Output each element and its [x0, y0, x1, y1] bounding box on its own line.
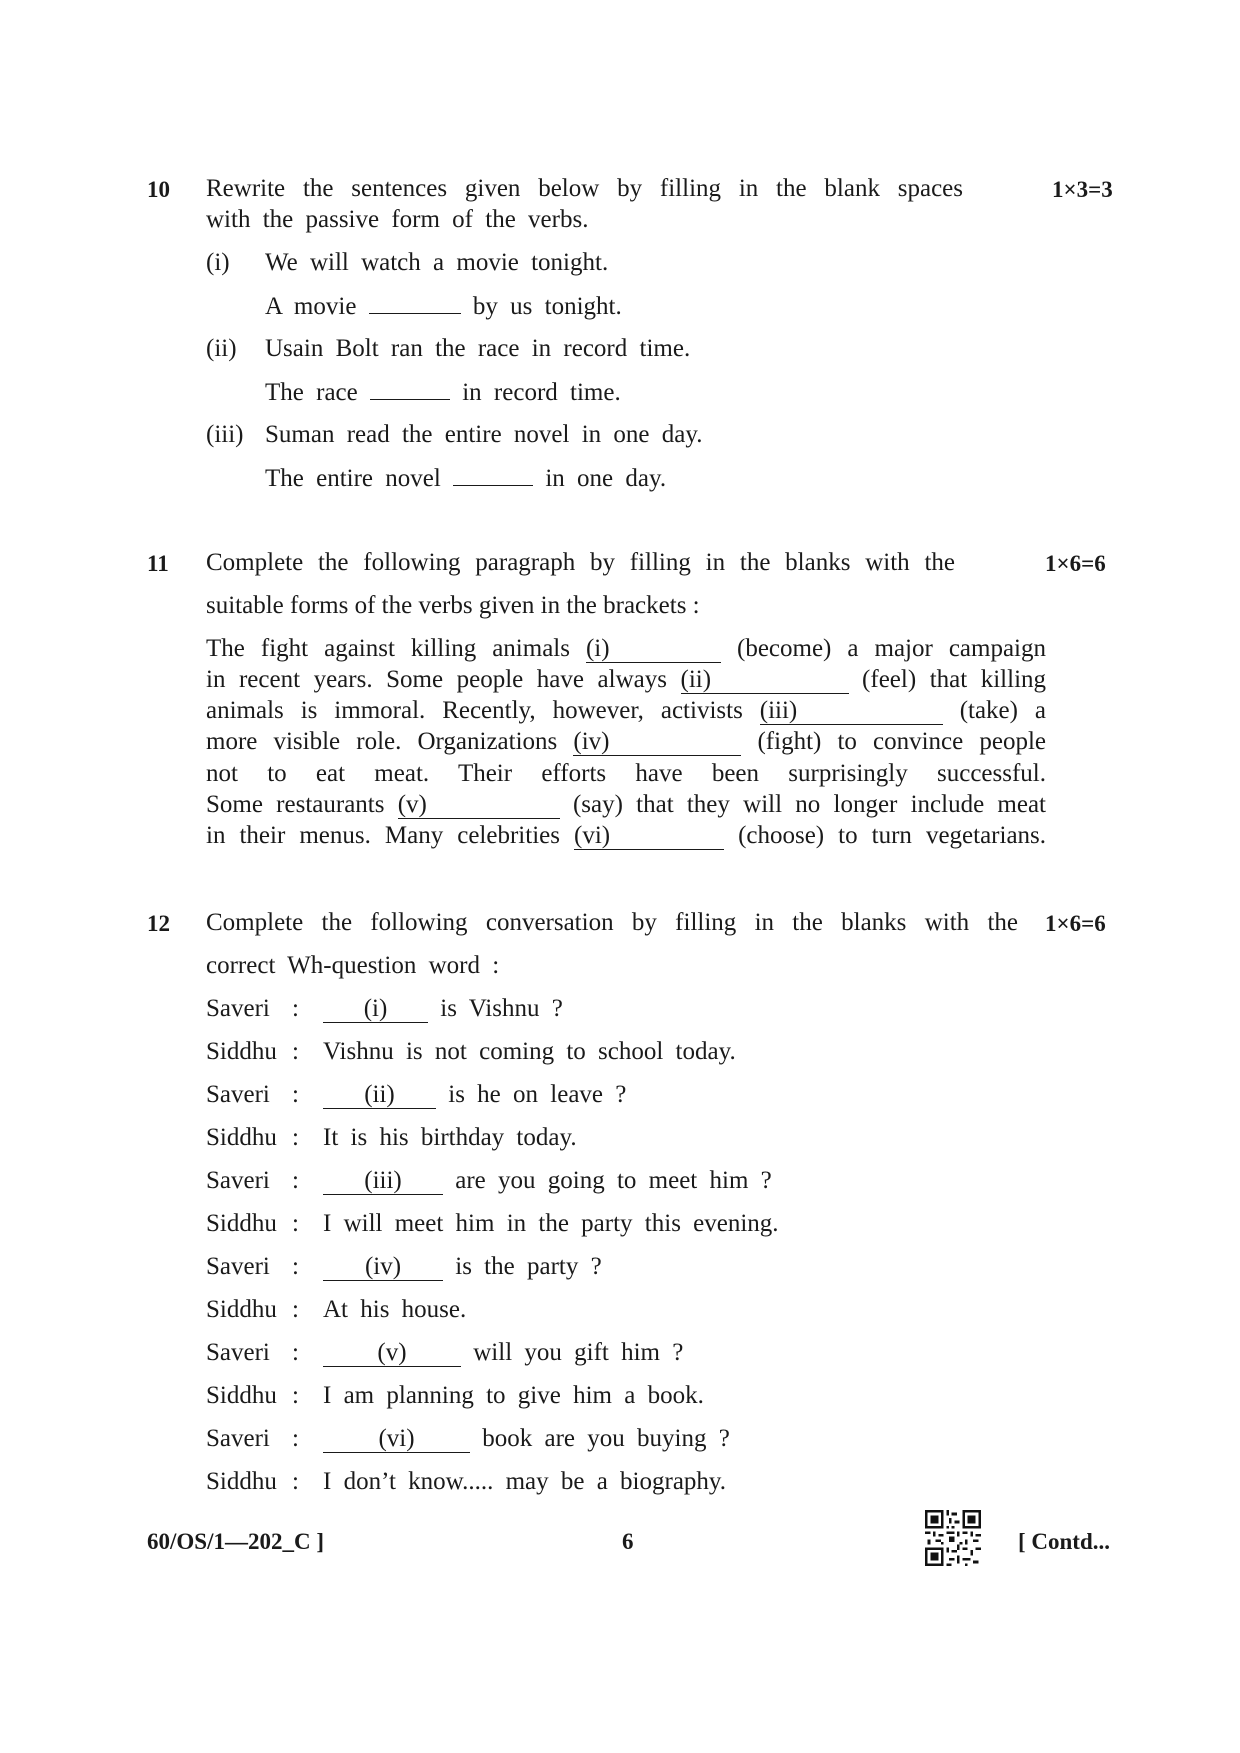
- dialogue-text: I am planning to give him a book.: [323, 1382, 704, 1409]
- dialogue-speaker: Siddhu: [206, 1038, 277, 1065]
- q11-paragraph-line: [206, 729, 1046, 756]
- continued-label: [ Contd...: [1018, 1529, 1111, 1554]
- dialogue-colon: :: [292, 1382, 299, 1409]
- dialogue-colon: :: [292, 995, 299, 1022]
- dialogue-colon: :: [292, 1210, 299, 1237]
- dialogue-text: is Vishnu ?: [440, 995, 563, 1022]
- dialogue-text: are you going to meet him ?: [455, 1167, 772, 1194]
- dialogue-colon: :: [292, 1253, 299, 1280]
- q10-marks: 1×3=3: [1052, 177, 1113, 202]
- paragraph-text: (say) that they will no longer include meat: [572, 791, 1046, 818]
- q11-instruction-line1: Complete the following paragraph by filling in the blanks with the: [206, 549, 955, 576]
- answer-blank[interactable]: [370, 379, 450, 400]
- page-number: 6: [622, 1529, 634, 1554]
- dialogue-text: is he on leave ?: [448, 1081, 627, 1108]
- dialogue-speaker: Siddhu: [206, 1468, 277, 1495]
- wh-blank[interactable]: (iii): [323, 1168, 443, 1195]
- paragraph-text: more visible role. Organizations: [206, 728, 558, 755]
- dialogue-text: book are you buying ?: [482, 1425, 730, 1452]
- paragraph-blank[interactable]: (ii): [681, 667, 849, 694]
- q11-paragraph-line: [206, 823, 1046, 850]
- wh-blank[interactable]: (iv): [323, 1254, 443, 1281]
- paragraph-blank[interactable]: (iii): [760, 698, 943, 725]
- dialogue-speaker: Saveri: [206, 995, 270, 1022]
- dialogue-colon: :: [292, 1167, 299, 1194]
- q10-item-sentence: Suman read the entire novel in one day.: [265, 421, 703, 448]
- paragraph-text: (fight) to convince people: [757, 728, 1046, 755]
- dialogue-colon: :: [292, 1425, 299, 1452]
- dialogue-speaker: Siddhu: [206, 1124, 277, 1151]
- paragraph-text: (take) a: [959, 697, 1047, 724]
- dialogue-line: [323, 1340, 683, 1367]
- q10-item-rewrite: [265, 465, 666, 491]
- paragraph-text: (feel) that killing: [862, 666, 1047, 693]
- dialogue-line: [323, 1082, 626, 1109]
- paragraph-blank[interactable]: (v): [398, 792, 560, 819]
- q12-instruction-line2: correct Wh-question word :: [206, 952, 500, 979]
- q11-paragraph-line: [206, 667, 1046, 694]
- rewrite-before: The entire novel: [265, 465, 441, 492]
- q11-instruction-line2: suitable forms of the verbs given in the brackets :: [206, 592, 700, 619]
- q11-paragraph-line: not to eat meat. Their efforts have been surprisingly successful.: [206, 760, 1046, 787]
- dialogue-speaker: Siddhu: [206, 1296, 277, 1323]
- dialogue-colon: :: [292, 1124, 299, 1151]
- paragraph-blank[interactable]: (vi): [574, 823, 724, 850]
- rewrite-before: The race: [265, 379, 358, 406]
- answer-blank[interactable]: [453, 465, 533, 486]
- wh-blank[interactable]: (vi): [323, 1426, 470, 1453]
- wh-blank[interactable]: (v): [323, 1340, 461, 1367]
- dialogue-speaker: Saveri: [206, 1167, 270, 1194]
- dialogue-text: will you gift him ?: [473, 1339, 684, 1366]
- paragraph-text: (choose) to turn vegetarians.: [738, 822, 1047, 849]
- paragraph-text: in their menus. Many celebrities: [206, 822, 560, 849]
- dialogue-colon: :: [292, 1038, 299, 1065]
- dialogue-text: I don’t know..... may be a biography.: [323, 1468, 727, 1495]
- dialogue-text: It is his birthday today.: [323, 1124, 577, 1151]
- paragraph-blank[interactable]: (iv): [573, 729, 741, 756]
- q12-marks: 1×6=6: [1045, 911, 1106, 936]
- dialogue-text: is the party ?: [455, 1253, 602, 1280]
- q10-item-label: (ii): [206, 335, 237, 362]
- dialogue-colon: :: [292, 1468, 299, 1495]
- q10-number: 10: [147, 177, 170, 202]
- dialogue-speaker: Saveri: [206, 1081, 270, 1108]
- dialogue-line: [323, 1254, 602, 1281]
- q10-item-label: (i): [206, 249, 230, 276]
- q11-paragraph-line: [206, 792, 1046, 819]
- dialogue-speaker: Saveri: [206, 1339, 270, 1366]
- dialogue-line: [323, 1426, 730, 1453]
- q11-paragraph-line: [206, 698, 1046, 725]
- dialogue-speaker: Siddhu: [206, 1382, 277, 1409]
- dialogue-colon: :: [292, 1339, 299, 1366]
- dialogue-text: I will meet him in the party this evening.: [323, 1210, 779, 1237]
- paragraph-text: Some restaurants: [206, 791, 385, 818]
- paragraph-text: (become) a major campaign: [737, 635, 1046, 662]
- q10-item-rewrite: [265, 293, 622, 319]
- answer-blank[interactable]: [369, 293, 461, 314]
- q12-instruction-line1: Complete the following conversation by filling in the blanks with the: [206, 909, 1018, 936]
- paragraph-text: The fight against killing animals: [206, 635, 570, 662]
- dialogue-text: Vishnu is not coming to school today.: [323, 1038, 736, 1065]
- q10-instruction-line2: with the passive form of the verbs.: [206, 206, 589, 233]
- dialogue-speaker: Saveri: [206, 1253, 270, 1280]
- dialogue-colon: :: [292, 1296, 299, 1323]
- q10-item-rewrite: [265, 379, 621, 405]
- paragraph-text: animals is immoral. Recently, however, activists: [206, 697, 743, 724]
- q11-marks: 1×6=6: [1045, 551, 1106, 576]
- rewrite-after: in one day.: [545, 465, 667, 492]
- paragraph-blank[interactable]: (i): [586, 636, 721, 663]
- paragraph-text: in recent years. Some people have always: [206, 666, 667, 693]
- wh-blank[interactable]: (ii): [323, 1082, 436, 1109]
- qr-code-icon: [925, 1510, 981, 1566]
- wh-blank[interactable]: (i): [323, 996, 428, 1023]
- q10-item-sentence: Usain Bolt ran the race in record time.: [265, 335, 691, 362]
- q10-item-sentence: We will watch a movie tonight.: [265, 249, 609, 276]
- dialogue-speaker: Saveri: [206, 1425, 270, 1452]
- dialogue-speaker: Siddhu: [206, 1210, 277, 1237]
- q10-item-label: (iii): [206, 421, 244, 448]
- paper-code: 60/OS/1—202_C ]: [147, 1529, 324, 1554]
- q12-number: 12: [147, 911, 170, 936]
- dialogue-line: [323, 996, 563, 1023]
- rewrite-after: by us tonight.: [472, 293, 622, 320]
- dialogue-colon: :: [292, 1081, 299, 1108]
- q10-instruction-line1: Rewrite the sentences given below by filling in the blank spaces: [206, 175, 963, 202]
- dialogue-text: At his house.: [323, 1296, 467, 1323]
- q11-number: 11: [147, 551, 169, 576]
- q11-paragraph-line: [206, 636, 1046, 663]
- dialogue-line: [323, 1168, 772, 1195]
- rewrite-before: A movie: [265, 293, 357, 320]
- rewrite-after: in record time.: [462, 379, 621, 406]
